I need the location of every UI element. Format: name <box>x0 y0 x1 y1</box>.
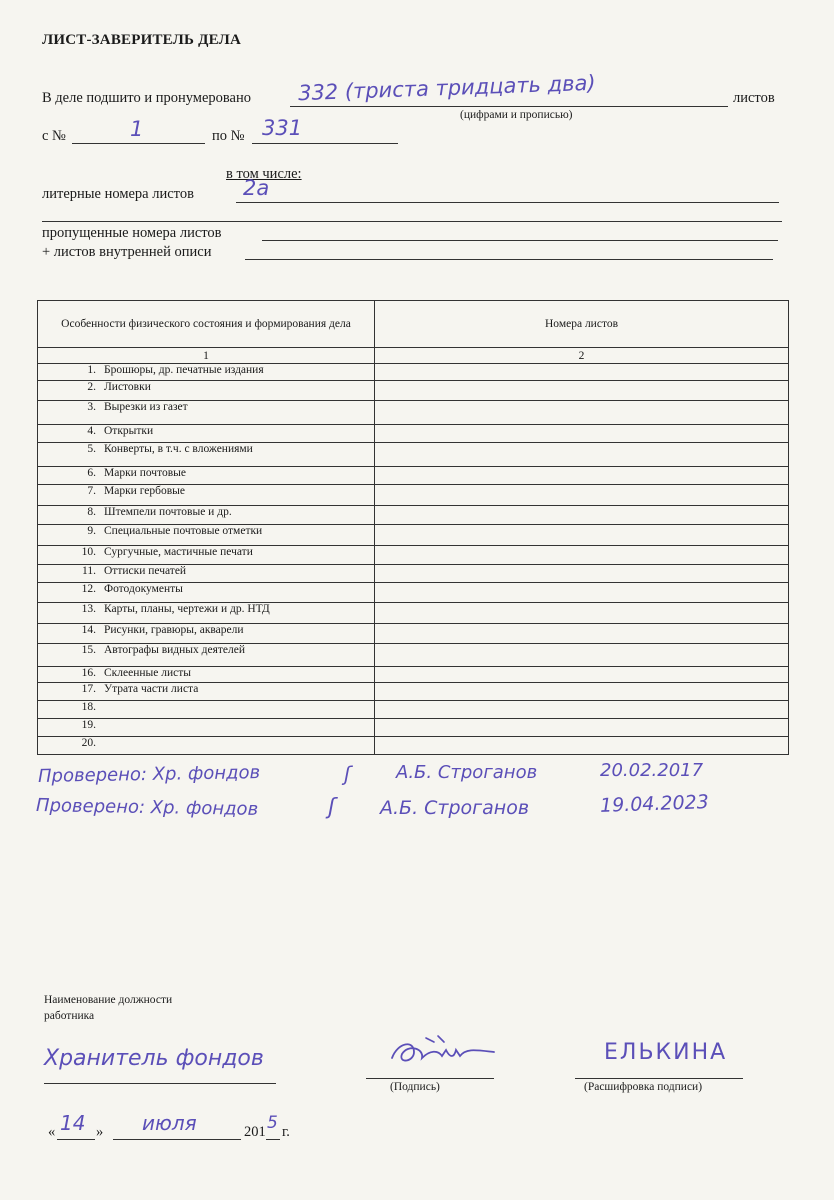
row-number: 7. <box>87 485 96 497</box>
table-row <box>38 644 789 667</box>
physical-state-table <box>37 300 789 755</box>
missing-label: пропущенные номера листов <box>42 225 222 241</box>
check-2-signer: А.Б. Строганов <box>380 797 530 819</box>
table-cell-sheet-numbers <box>375 425 789 443</box>
row-number: 18. <box>81 701 96 713</box>
table-cell-feature <box>38 701 375 719</box>
literal-label: литерные номера листов <box>42 186 194 202</box>
missing-underline <box>262 240 778 241</box>
date-suffix: г. <box>282 1124 290 1140</box>
table-cell-feature <box>38 425 375 443</box>
row-label: Брошюры, др. печатные издания <box>104 364 264 376</box>
table-cell-feature <box>38 381 375 401</box>
table-cell-feature <box>38 644 375 667</box>
table-row <box>38 506 789 525</box>
table-colnum-2: 2 <box>375 348 789 364</box>
check-1-signer: А.Б. Строганов <box>396 762 538 783</box>
table-cell-sheet-numbers <box>375 624 789 644</box>
table-row <box>38 624 789 644</box>
table-cell-feature <box>38 401 375 425</box>
row-label: Склеенные листы <box>104 667 191 679</box>
table-cell-sheet-numbers <box>375 525 789 546</box>
table-row <box>38 485 789 506</box>
row-number: 12. <box>81 583 96 595</box>
table-row <box>38 425 789 443</box>
including-label: в том числе: <box>226 166 302 182</box>
row-number: 2. <box>87 381 96 393</box>
date-year-digit-handwritten: 5 <box>267 1113 278 1133</box>
check-1-date: 20.02.2017 <box>600 760 704 781</box>
date-quote-close: » <box>96 1124 104 1140</box>
row-number: 3. <box>87 401 96 413</box>
row-label: Листовки <box>104 381 151 393</box>
decode-hint: (Расшифровка подписи) <box>584 1081 703 1093</box>
position-underline <box>44 1083 276 1084</box>
decode-value-handwritten: ЕЛЬКИНА <box>604 1040 728 1065</box>
inner-inventory-label: + листов внутренней описи <box>42 244 212 260</box>
table-row <box>38 546 789 565</box>
check-1-mark: ʃ <box>344 762 351 786</box>
literal-underline <box>236 202 779 203</box>
row-label: Утрата части листа <box>104 683 199 695</box>
table-row <box>38 583 789 603</box>
table-cell-feature <box>38 719 375 737</box>
table-row <box>38 443 789 467</box>
row-number: 10. <box>81 546 96 558</box>
row-label: Сургучные, мастичные печати <box>104 546 253 558</box>
table-cell-sheet-numbers <box>375 401 789 425</box>
table-cell-feature <box>38 667 375 683</box>
inner-inventory-underline <box>245 259 773 260</box>
date-day-underline <box>57 1139 95 1140</box>
to-underline <box>252 143 398 144</box>
table-cell-feature <box>38 583 375 603</box>
table-cell-feature <box>38 506 375 525</box>
row-number: 14. <box>81 624 96 636</box>
table-cell-feature <box>38 565 375 583</box>
signature-hint: (Подпись) <box>390 1081 440 1093</box>
signature-image <box>384 1032 504 1072</box>
row-number: 17. <box>81 683 96 695</box>
row-label: Рисунки, гравюры, акварели <box>104 624 244 636</box>
table-cell-sheet-numbers <box>375 485 789 506</box>
date-day-handwritten: 14 <box>60 1111 86 1135</box>
from-label: с № <box>42 128 66 144</box>
row-number: 6. <box>87 467 96 479</box>
table-row <box>38 603 789 624</box>
table-row <box>38 719 789 737</box>
sewn-label: В деле подшито и пронумеровано <box>42 90 251 106</box>
table-cell-feature <box>38 467 375 485</box>
row-number: 9. <box>87 525 96 537</box>
row-number: 5. <box>87 443 96 455</box>
table-cell-sheet-numbers <box>375 719 789 737</box>
table-cell-feature <box>38 525 375 546</box>
row-number: 8. <box>87 506 96 518</box>
check-2-date: 19.04.2023 <box>599 791 710 817</box>
table-cell-sheet-numbers <box>375 443 789 467</box>
from-value-handwritten: 1 <box>130 117 144 141</box>
to-value-handwritten: 331 <box>262 116 303 140</box>
row-number: 4. <box>87 425 96 437</box>
row-number: 1. <box>87 364 96 376</box>
position-value-handwritten: Хранитель фондов <box>44 1046 264 1071</box>
row-label: Открытки <box>104 425 154 437</box>
table-cell-sheet-numbers <box>375 667 789 683</box>
sewn-underline <box>290 106 728 107</box>
from-underline <box>72 143 205 144</box>
table-cell-sheet-numbers <box>375 644 789 667</box>
check-2-mark: ʃ <box>328 795 336 820</box>
row-number: 13. <box>81 603 96 615</box>
row-label: Автографы видных деятелей <box>104 644 246 656</box>
row-number: 20. <box>81 737 96 749</box>
table-cell-sheet-numbers <box>375 683 789 701</box>
table-colnum-1: 1 <box>38 348 375 364</box>
row-label: Марки почтовые <box>104 467 186 479</box>
table-cell-sheet-numbers <box>375 381 789 401</box>
table-cell-feature <box>38 624 375 644</box>
position-label: Наименование должности работника <box>44 994 173 1022</box>
table-cell-feature <box>38 443 375 467</box>
table-cell-sheet-numbers <box>375 364 789 381</box>
check-1-label: Проверено: Хр. фондов <box>37 762 261 787</box>
row-label: Фотодокументы <box>104 583 183 595</box>
table-cell-sheet-numbers <box>375 546 789 565</box>
to-label: по № <box>212 128 245 144</box>
check-2-label: Проверено: Хр. фондов <box>35 795 259 820</box>
table-row <box>38 667 789 683</box>
sewn-count-handwritten: 332 (триста тридцать два) <box>297 70 596 106</box>
table-cell-feature <box>38 683 375 701</box>
table-cell-sheet-numbers <box>375 583 789 603</box>
table-cell-feature <box>38 485 375 506</box>
table-header-features: Особенности физического состояния и формирования дела <box>38 301 375 348</box>
row-number: 19. <box>81 719 96 731</box>
table-cell-feature <box>38 364 375 381</box>
literal-value-handwritten: 2а <box>243 176 270 200</box>
signature-underline <box>366 1078 494 1079</box>
row-label: Вырезки из газет <box>104 401 188 413</box>
row-label: Карты, планы, чертежи и др. НТД <box>104 603 270 615</box>
row-label: Марки гербовые <box>104 485 185 497</box>
row-label: Оттиски печатей <box>104 565 187 577</box>
sewn-hint: (цифрами и прописью) <box>460 109 573 121</box>
table-cell-sheet-numbers <box>375 467 789 485</box>
table-cell-sheet-numbers <box>375 506 789 525</box>
table-row <box>38 701 789 719</box>
date-year-prefix: 201 <box>244 1124 266 1140</box>
table-row <box>38 364 789 381</box>
table-row <box>38 525 789 546</box>
decode-underline <box>575 1078 743 1079</box>
table-row <box>38 737 789 755</box>
table-cell-sheet-numbers <box>375 603 789 624</box>
date-month-underline <box>113 1139 241 1140</box>
table-row <box>38 401 789 425</box>
table-cell-feature <box>38 737 375 755</box>
date-month-handwritten: июля <box>142 1111 197 1135</box>
row-label: Штемпели почтовые и др. <box>104 506 232 518</box>
date-year-underline <box>266 1139 280 1140</box>
literal-extra-underline <box>42 221 782 222</box>
table-cell-feature <box>38 603 375 624</box>
table-row <box>38 381 789 401</box>
document-title: ЛИСТ-ЗАВЕРИТЕЛЬ ДЕЛА <box>42 32 242 48</box>
table-row <box>38 565 789 583</box>
table-cell-sheet-numbers <box>375 701 789 719</box>
table-cell-feature <box>38 546 375 565</box>
row-label: Специальные почтовые отметки <box>104 525 263 537</box>
table-row <box>38 467 789 485</box>
table-row <box>38 683 789 701</box>
date-quote-open: « <box>48 1124 56 1140</box>
sewn-suffix: листов <box>733 90 775 106</box>
row-number: 15. <box>81 644 96 656</box>
table-cell-sheet-numbers <box>375 737 789 755</box>
row-label: Конверты, в т.ч. с вложениями <box>104 443 253 455</box>
row-number: 16. <box>81 667 96 679</box>
table-cell-sheet-numbers <box>375 565 789 583</box>
row-number: 11. <box>82 565 96 577</box>
table-header-sheet-numbers: Номера листов <box>375 301 789 348</box>
